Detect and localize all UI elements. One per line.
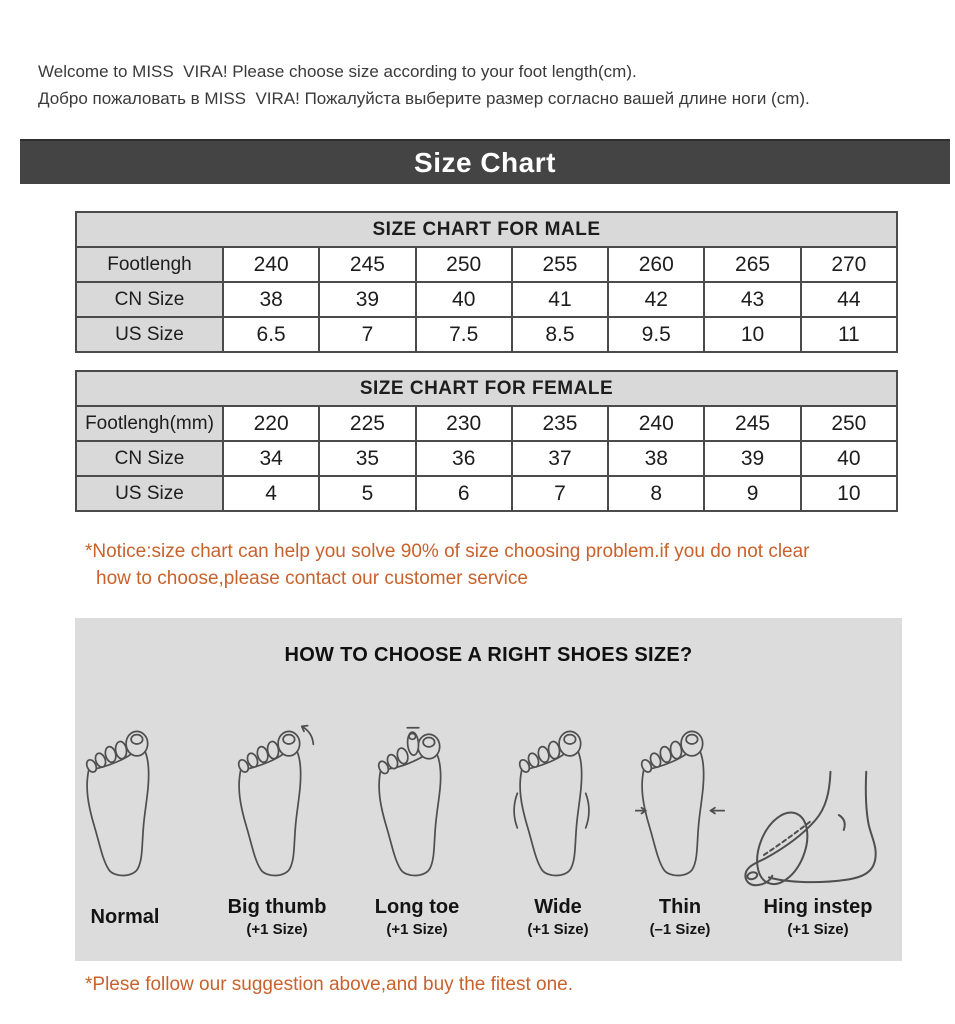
guide-item-size-note: (+1 Size) [787, 921, 849, 938]
table-row [76, 282, 897, 317]
size-cell: 230 [416, 406, 512, 441]
size-cell: 7 [319, 317, 415, 352]
size-cell: 240 [608, 406, 704, 441]
size-cell: 255 [512, 247, 608, 282]
guide-item-size-note: (+1 Size) [527, 921, 589, 938]
size-cell: 265 [704, 247, 800, 282]
size-cell: 39 [319, 282, 415, 317]
size-cell: 235 [512, 406, 608, 441]
row-label: Footlengh(mm) [76, 406, 223, 441]
guide-title: HOW TO CHOOSE A RIGHT SHOES SIZE? [284, 644, 693, 666]
guide-item-size-note: (–1 Size) [649, 921, 711, 938]
size-notice [85, 538, 810, 592]
size-cell: 38 [223, 282, 319, 317]
row-label: Footlengh [76, 247, 223, 282]
size-cell: 35 [319, 441, 415, 476]
row-label: US Size [76, 476, 223, 511]
size-cell: 41 [512, 282, 608, 317]
size-cell: 5 [319, 476, 415, 511]
guide-item-name: Thin [658, 896, 702, 918]
guide-item-name: Normal [90, 906, 160, 928]
size-cell: 40 [416, 282, 512, 317]
size-cell: 245 [319, 247, 415, 282]
table-title-row [76, 371, 897, 406]
size-cell: 34 [223, 441, 319, 476]
row-label: CN Size [76, 282, 223, 317]
size-cell: 240 [223, 247, 319, 282]
size-cell: 250 [801, 406, 897, 441]
guide-item-normal [40, 700, 210, 929]
size-cell: 9.5 [608, 317, 704, 352]
table-title: SIZE CHART FOR FEMALE [76, 371, 897, 406]
table-row [76, 441, 897, 476]
size-cell: 225 [319, 406, 415, 441]
guide-item-hing-instep [733, 700, 903, 938]
size-chart-banner [20, 139, 950, 184]
size-cell: 44 [801, 282, 897, 317]
foot-high-instep-icon [733, 700, 903, 890]
guide-item-size-note: (+1 Size) [246, 921, 308, 938]
welcome-text-english: Welcome to MISS VIRA! Please choose size according to your foot length(cm). [38, 62, 637, 81]
size-chart-banner-title: Size Chart [414, 146, 556, 178]
size-cell: 6.5 [223, 317, 319, 352]
size-cell: 9 [704, 476, 800, 511]
size-cell: 7 [512, 476, 608, 511]
size-cell: 40 [801, 441, 897, 476]
footer-suggestion-text: *Plese follow our suggestion above,and buy the fitest one. [85, 974, 573, 995]
size-cell: 4 [223, 476, 319, 511]
size-cell: 245 [704, 406, 800, 441]
foot-normal-icon [40, 700, 210, 890]
size-cell: 38 [608, 441, 704, 476]
guide-item-name: Long toe [374, 896, 460, 918]
guide-item-name: Hing instep [763, 896, 873, 918]
size-cell: 10 [704, 317, 800, 352]
size-cell: 43 [704, 282, 800, 317]
size-cell: 36 [416, 441, 512, 476]
size-cell: 270 [801, 247, 897, 282]
size-cell: 6 [416, 476, 512, 511]
size-cell: 8 [608, 476, 704, 511]
guide-item-name: Big thumb [227, 896, 327, 918]
size-cell: 10 [801, 476, 897, 511]
size-cell: 8.5 [512, 317, 608, 352]
welcome-text-russian: Добро пожаловать в MISS VIRA! Пожалуйста выберите размер согласно вашей длине ноги (cm). [38, 89, 810, 108]
size-cell: 7.5 [416, 317, 512, 352]
row-label: CN Size [76, 441, 223, 476]
size-cell: 39 [704, 441, 800, 476]
size-chart-male-table [75, 211, 898, 353]
size-notice-line2: how to choose,please contact our customer service [96, 568, 528, 589]
row-label: US Size [76, 317, 223, 352]
size-cell: 250 [416, 247, 512, 282]
size-cell: 260 [608, 247, 704, 282]
size-cell: 42 [608, 282, 704, 317]
shoe-size-guide-panel [75, 618, 902, 961]
guide-item-size-note: (+1 Size) [386, 921, 448, 938]
table-row [76, 476, 897, 511]
table-row [76, 406, 897, 441]
size-cell: 11 [801, 317, 897, 352]
table-row [76, 247, 897, 282]
size-cell: 220 [223, 406, 319, 441]
guide-item-name: Wide [534, 896, 582, 918]
table-title: SIZE CHART FOR MALE [76, 212, 897, 247]
table-row [76, 317, 897, 352]
size-notice-line1: *Notice:size chart can help you solve 90% of size choosing problem.if you do not clear [85, 541, 810, 562]
size-cell: 37 [512, 441, 608, 476]
table-title-row [76, 212, 897, 247]
size-chart-female-table [75, 370, 898, 512]
